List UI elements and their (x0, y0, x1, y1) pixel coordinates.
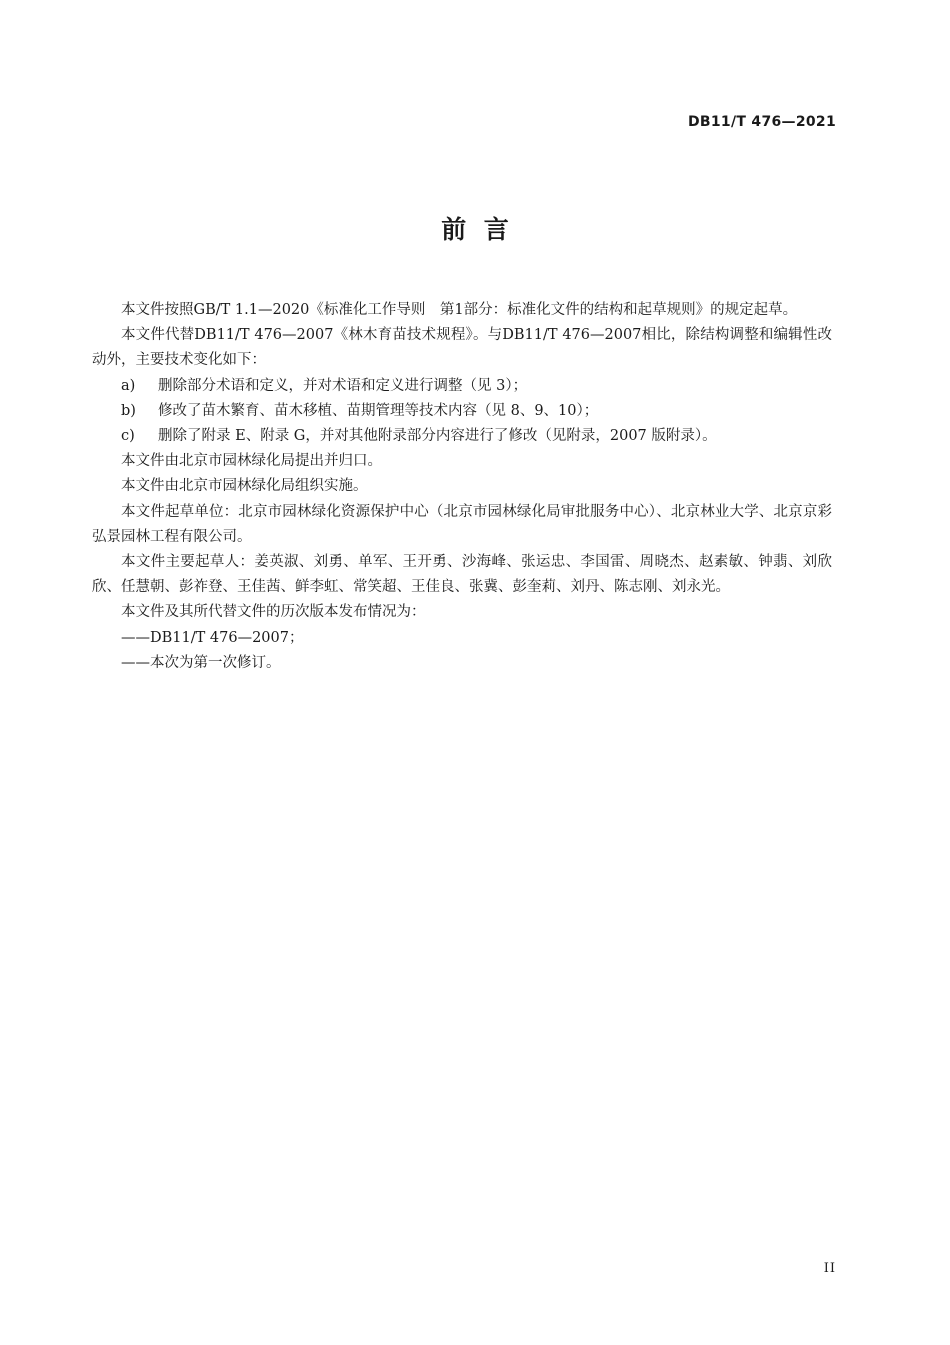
paragraph-version-history: 本文件及其所代替文件的历次版本发布情况为： (121, 604, 426, 621)
paragraph-replacement: 本文件代替DB11/T 476—2007《林木育苗技术规程》。与DB11/T 476—2007相比，除结构调整和编辑性改动外，主要技术变化如下： (92, 327, 832, 369)
history-item: ——DB11/T 476—2007； (121, 629, 304, 646)
list-item (92, 399, 832, 424)
paragraph-drafting-units: 本文件起草单位：北京市园林绿化资源保护中心（北京市园林绿化局审批服务中心）、北京林业大学、北京京彩弘景园林工程有限公司。 (92, 503, 832, 545)
paragraph-drafting-basis: 本文件按照GB/T 1.1—2020《标准化工作导则 第1部分：标准化文件的结构和起草规则》的规定起草。 (121, 302, 798, 318)
list-item-label: a) (121, 377, 136, 394)
page-number: II (823, 1261, 836, 1276)
list-item (92, 424, 832, 449)
history-item: ——本次为第一次修订。 (121, 654, 281, 671)
paragraph-proposer: 本文件由北京市园林绿化局提出并归口。 (121, 453, 382, 470)
foreword-body (92, 298, 832, 676)
list-item-text: 删除部分术语和定义，并对术语和定义进行调整（见 3）； (158, 377, 528, 394)
list-item (92, 374, 832, 399)
page-title: 前 言 (441, 215, 509, 244)
paragraph-implementer: 本文件由北京市园林绿化局组织实施。 (121, 478, 368, 495)
list-item-text: 修改了苗木繁育、苗木移植、苗期管理等技术内容（见 8、9、10）； (158, 402, 599, 419)
paragraph-drafters: 本文件主要起草人：姜英淑、刘勇、单军、王开勇、沙海峰、张运忠、李国雷、周晓杰、赵素敏、钟翡、刘欣欣、任慧朝、彭祚登、王佳茜、鲜李虹、常笑超、王佳良、张冀、彭奎莉、刘丹、陈志刚、刘永光。 (92, 554, 832, 596)
document-code: DB11/T 476—2021 (688, 114, 836, 130)
list-item-label: b) (121, 402, 136, 419)
list-item-text: 删除了附录 E、附录 G，并对其他附录部分内容进行了修改（见附录，2007 版附录）。 (158, 428, 717, 445)
list-item-label: c) (121, 428, 135, 445)
